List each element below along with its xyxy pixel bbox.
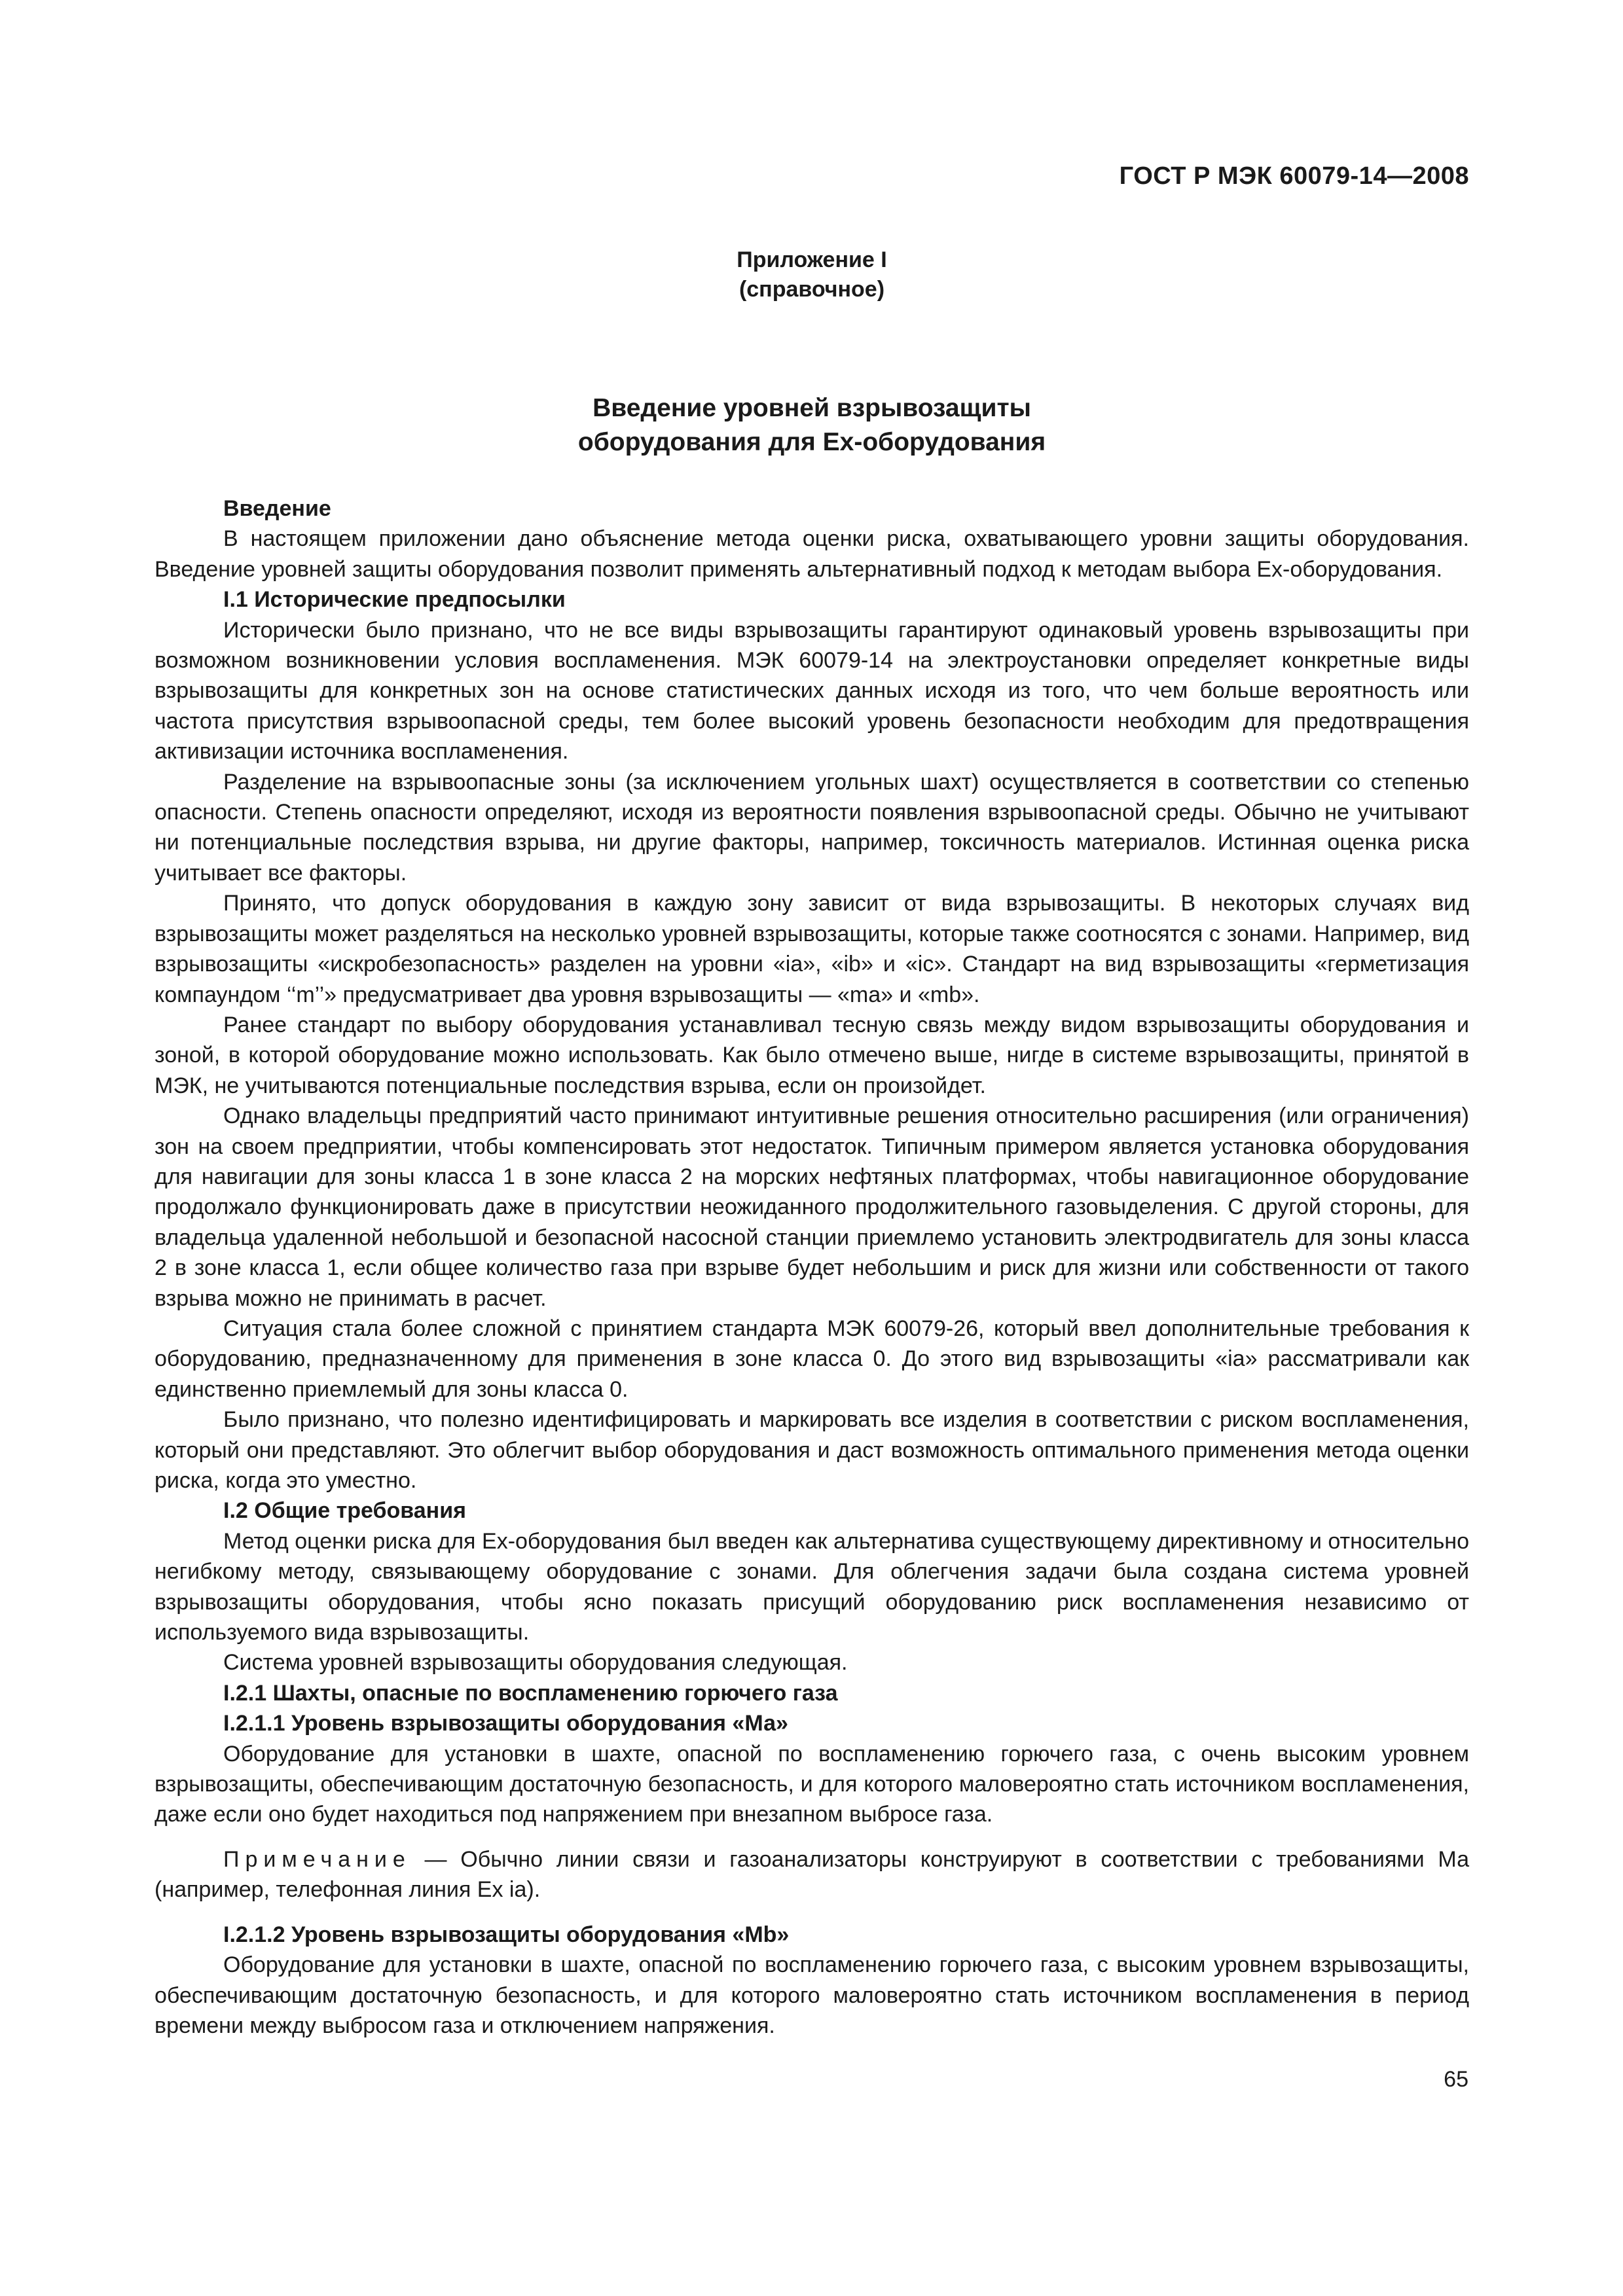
note-paragraph [155, 1844, 1469, 1905]
document-title [155, 391, 1469, 459]
appendix-label: Приложение I [737, 247, 887, 272]
section-heading-i211: I.2.1.1 Уровень взрывозащиты оборудования «Ма» [223, 1711, 788, 1736]
paragraph-i211-1: Оборудование для установки в шахте, опасной по воспламенению горючего газа, с очень высоким уровнем взрывозащиты, обеспечивающим достаточную безопасность, и для которого маловероятно стать источником воспламенения, даже если оно будет находиться под напряжением при внезапном выбросе газа. [155, 1741, 1469, 1827]
paragraph-i1-5: Однако владельцы предприятий часто принимают интуитивные решения относительно расширения (или ограничения) зон на своем предприятии, чтобы компенсировать этот недостаток. Типичным примером является установка оборудования для навигации для зоны класса 1 в зоне класса 2 на морских нефтяных платформах, чтобы навигационное оборудование продолжало функционировать даже в присутствии неожиданного продолжительного газовыделения. С другой стороны, для владельца удаленной небольшой и безопасной насосной станции приемлемо установить электродвигатель для зоны класса 2 в зоне класса 1, если общее количество газа при взрыве будет небольшим и риск для жизни или собственности от такого взрыва можно не принимать в расчет. [155, 1103, 1469, 1311]
paragraph-i1-7: Было признано, что полезно идентифицировать и маркировать все изделия в соответствии с риском воспламенения, который они представляют. Это облегчит выбор оборудования и даст возможность оптимального применения метода оценки риска, когда это уместно. [155, 1407, 1469, 1493]
appendix-heading [155, 245, 1469, 304]
section-heading-i21: I.2.1 Шахты, опасные по воспламенению горючего газа [223, 1680, 838, 1706]
paragraph-i212-1: Оборудование для установки в шахте, опасной по воспламенению горючего газа, с высоким уровнем взрывозащиты, обеспечивающим достаточную безопасность, и для которого маловероятно стать источником воспламенения в период времени между выбросом газа и отключением напряжения. [155, 1952, 1469, 2038]
paragraph-i2-2: Система уровней взрывозащиты оборудования следующая. [223, 1650, 848, 1676]
title-line-2: оборудования для Ex-оборудования [577, 428, 1046, 456]
section-heading-i212: I.2.1.2 Уровень взрывозащиты оборудования «Mb» [223, 1922, 790, 1947]
document-body [155, 493, 1469, 2041]
note-text: — Обычно линии связи и газоанализаторы конструируют в соответствии с требованиями Ма (например, телефонная линия Ex ia). [155, 1846, 1469, 1903]
page-number: 65 [1444, 2067, 1468, 2092]
paragraph-intro-1: В настоящем приложении дано объяснение метода оценки риска, охватывающего уровни защиты оборудования. Введение уровней защиты оборудования позволит применять альтернативный подход к методам выбора Ex-оборудования. [155, 526, 1469, 582]
paragraph-i1-2: Разделение на взрывоопасные зоны (за исключением угольных шахт) осуществляется в соответствии со степенью опасности. Степень опасности определяют, исходя из вероятности появления взрывоопасной среды. Обычно не учитывают ни потенциальные последствия взрыва, ни другие факторы, например, токсичность материалов. Истинная оценка риска учитывает все факторы. [155, 769, 1469, 886]
paragraph-i2-1: Метод оценки риска для Ex-оборудования был введен как альтернатива существующему директивному и относительно негибкому методу, связывающему оборудование с зонами. Для облегчения задачи была создана система уровней взрывозащиты оборудования, чтобы ясно показать присущий оборудованию риск воспламенения независимо от используемого вида взрывозащиты. [155, 1528, 1469, 1645]
paragraph-i1-6: Ситуация стала более сложной с принятием стандарта МЭК 60079-26, который ввел дополнительные требования к оборудованию, предназначенному для применения в зоне класса 0. До этого вид взрывозащиты «ia» рассматривали как единственно приемлемый для зоны класса 0. [155, 1316, 1469, 1402]
paragraph-i1-4: Ранее стандарт по выбору оборудования устанавливал тесную связь между видом взрывозащиты оборудования и зоной, в которой оборудование можно использовать. Как было отмечено выше, нигде в системе взрывозащиты, принятой в МЭК, не учитываются потенциальные последствия взрыва, если он произойдет. [155, 1012, 1469, 1098]
section-heading-i1: I.1 Исторические предпосылки [223, 587, 566, 613]
note-prefix: Примечание [223, 1846, 411, 1872]
document-page [155, 162, 1469, 2041]
paragraph-i1-1: Исторически было признано, что не все виды взрывозащиты гарантируют одинаковый уровень взрывозащиты при возможном возникновении условия воспламенения. МЭК 60079-14 на электроустановки определяет конкретные виды взрывозащиты для конкретных зон на основе статистических данных исходя из того, что чем больше вероятность или частота присутствия взрывоопасной среды, тем более высокий уровень безопасности необходим для предотвращения активизации источника воспламенения. [155, 617, 1469, 764]
section-heading-i2: I.2 Общие требования [223, 1498, 466, 1524]
appendix-type: (справочное) [739, 277, 885, 302]
title-line-1: Введение уровней взрывозащиты [593, 394, 1031, 422]
section-heading-intro: Введение [223, 496, 331, 521]
paragraph-i1-3: Принято, что допуск оборудования в каждую зону зависит от вида взрывозащиты. В некоторых случаях вид взрывозащиты может разделяться на несколько уровней взрывозащиты, которые также соотносятся с зонами. Например, вид взрывозащиты «искробезопасность» разделен на уровни «ia», «ib» и «ic». Стандарт на вид взрывозащиты «герметизация компаундом ‘‘m’’» предусматривает два уровня взрывозащиты — «ma» и «mb». [155, 891, 1469, 1007]
standard-header: ГОСТ Р МЭК 60079-14—2008 [1119, 162, 1469, 190]
